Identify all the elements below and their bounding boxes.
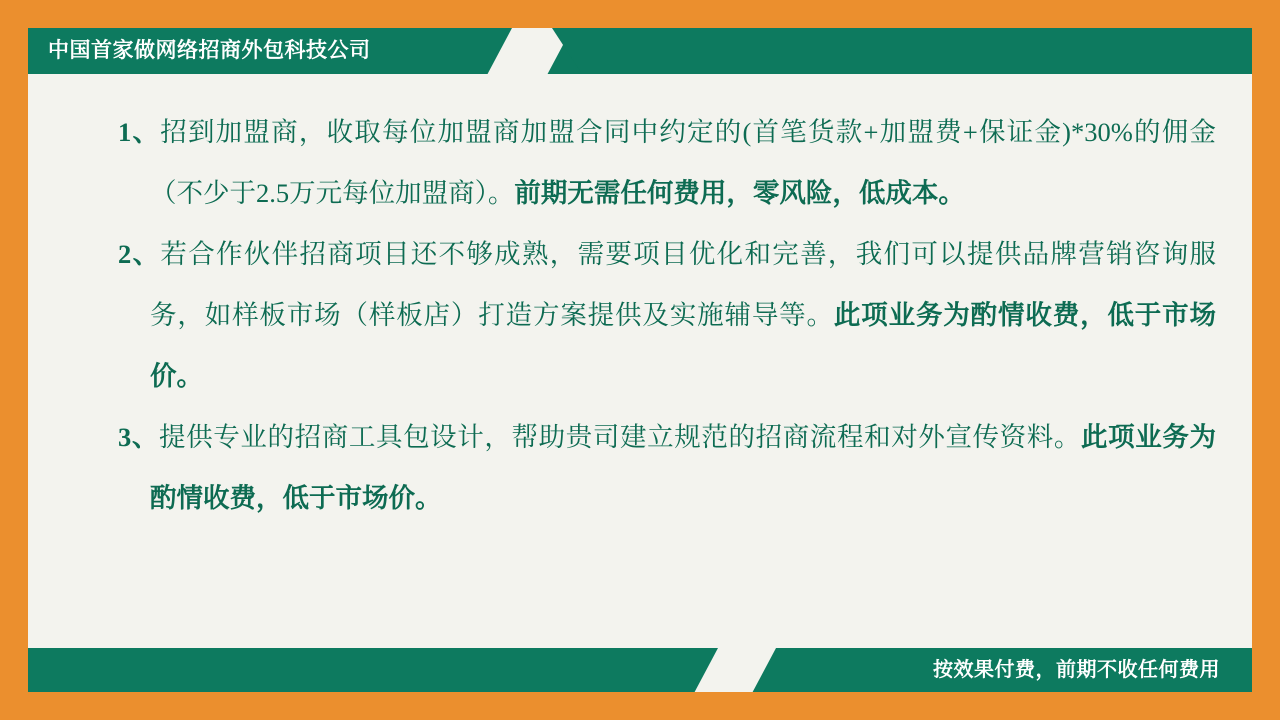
header-bar xyxy=(28,28,1252,74)
list-item xyxy=(118,224,1216,407)
list-item-number: 1、 xyxy=(118,117,161,147)
footer-bar xyxy=(28,648,1252,692)
footer-tagline: 按效果付费，前期不收任何费用 xyxy=(933,659,1220,681)
footer-notch-decoration xyxy=(695,648,776,692)
list-item-emphasis: 此项业务为酌情收费，低于市场价。 xyxy=(150,422,1217,513)
header-notch-decoration xyxy=(488,28,572,74)
list-item-text: 若合作伙伴招商项目还不够成熟，需要项目优化和完善，我们可以提供品牌营销咨询服务，如样板市场（样板店）打造方案提供及实施辅导等。 xyxy=(150,239,1217,330)
body-content xyxy=(28,80,1252,660)
list-item xyxy=(118,407,1216,529)
list-item-text: 招到加盟商，收取每位加盟商加盟合同中约定的(首笔货款+加盟费+保证金)*30%的佣金（不少于2.5万元每位加盟商）。 xyxy=(150,117,1217,208)
list-item-number: 2、 xyxy=(118,239,161,269)
list-item-number: 3、 xyxy=(118,422,159,452)
content-panel xyxy=(28,28,1252,692)
page-title: 中国首家做网络招商外包科技公司 xyxy=(48,39,371,62)
list-item-emphasis: 前期无需任何费用，零风险，低成本。 xyxy=(514,178,965,208)
list-item-emphasis: 此项业务为酌情收费，低于市场价。 xyxy=(150,300,1217,391)
list-item-text: 提供专业的招商工具包设计，帮助贵司建立规范的招商流程和对外宣传资料。 xyxy=(159,422,1082,452)
list-item xyxy=(118,102,1216,224)
